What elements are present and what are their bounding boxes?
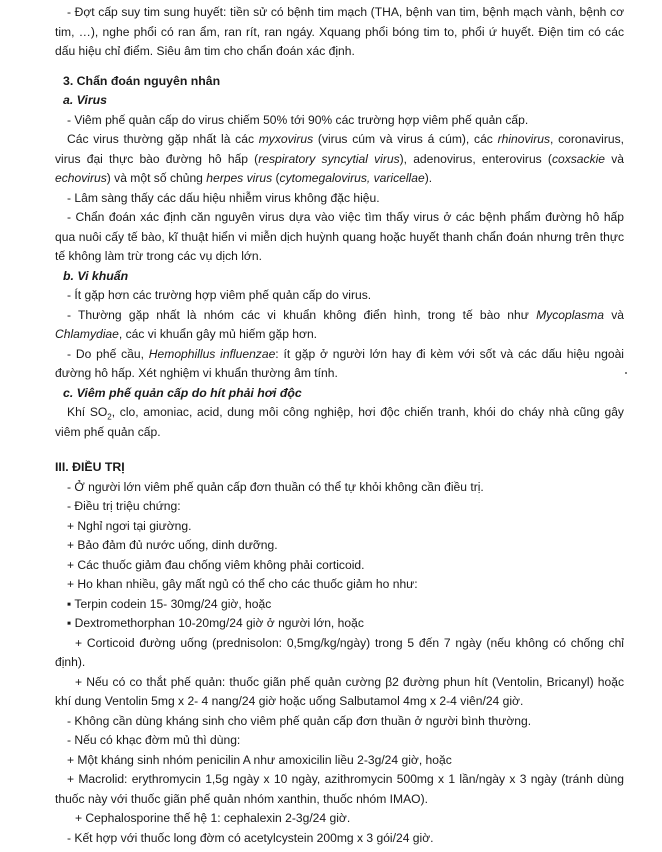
treatment-line-5: + Các thuốc giảm đau chống viêm không phải corticoid. <box>67 557 365 572</box>
treatment-line-10: + Nếu có co thắt phế quản: thuốc giãn phế quản cường β2 đường phun hít (Ventolin, Bricanyl) hoặc khí dung Ventolin 5mg x 2- 4 nang/24 giờ hoặc uống Salbutamol 4mg x 2-4 viên/24 giờ. <box>55 674 624 708</box>
heading-treatment: III. ĐIỀU TRỊ <box>55 460 125 474</box>
paragraph-heart-failure: - Đợt cấp suy tim sung huyết: tiền sử có bệnh tim mạch (THA, bệnh van tim, bệnh mạch vành, bệnh cơ tim, …), nghe phổi có ran ẩm, ran rít, ran ngáy. Xquang phổi bóng tim to, phổi ứ huyết. Điện tim có các dấu hiệu chỉ điểm. Siêu âm tim cho chẩn đoán xác định. <box>55 5 624 58</box>
treatment-line-11: - Không cần dùng kháng sinh cho viêm phế quản cấp đơn thuần ở người bình thường. <box>67 713 532 728</box>
paragraph-virus-1: - Viêm phế quản cấp do virus chiếm 50% tới 90% các trường hợp viêm phế quản cấp. <box>67 112 529 127</box>
treatment-line-8: ▪ Dextromethorphan 10-20mg/24 giờ ở người lớn, hoặc <box>67 616 364 630</box>
paragraph-bacteria-3: - Do phế cầu, Hemophillus influenzae: ít gặp ở người lớn hay đi kèm với sốt và các dấu hiệu ngoài đường hô hấp. Xét nghiệm vi khuẩn thường âm tính. <box>55 346 624 380</box>
treatment-line-15: + Cephalosporine thế hệ 1: cephalexin 2-3g/24 giờ. <box>75 811 351 825</box>
paragraph-bacteria-2: - Thường gặp nhất là nhóm các vi khuẩn không điển hình, trong tế bào như Mycoplasma và Chlamydiae, các vi khuẩn gây mủ hiếm gặp hơn. <box>55 307 624 341</box>
treatment-line-2: - Điều trị triệu chứng: <box>67 499 181 513</box>
treatment-line-12: - Nếu có khạc đờm mủ thì dùng: <box>67 733 241 747</box>
treatment-line-4: + Bảo đảm đủ nước uống, dinh dưỡng. <box>67 538 278 552</box>
scan-speck <box>625 372 627 374</box>
paragraph-virus-3: - Lâm sàng thấy các dấu hiệu nhiễm virus không đặc hiệu. <box>67 190 380 205</box>
heading-bacteria: b. Vi khuẩn <box>63 268 129 283</box>
paragraph-toxic: Khí $SO_2$, clo, amoniac, acid, dung môi công nghiệp, hơi độc chiến tranh, khói do cháy nhà cũng gây viêm phế quản cấp. <box>55 405 624 439</box>
treatment-line-7: ▪ Terpin codein 15- 30mg/24 giờ, hoặc <box>67 596 272 611</box>
treatment-line-9: + Corticoid đường uống (prednisolon: 0,5mg/kg/ngày) trong 5 đến 7 ngày (nếu không có chống chỉ định). <box>55 635 624 669</box>
treatment-line-1: - Ở người lớn viêm phế quản cấp đơn thuần có thể tự khỏi không cần điều trị. <box>67 479 484 494</box>
treatment-line-14: + Macrolid: erythromycin 1,5g ngày x 10 ngày, azithromycin 500mg x 1 lần/ngày x 3 ngày (tránh dùng thuốc này với thuốc giãn phế quản nhóm xanthin, thuốc nhóm IMAO). <box>55 772 624 806</box>
treatment-line-3: + Nghỉ ngơi tại giường. <box>67 518 192 533</box>
paragraph-bacteria-1: - Ít gặp hơn các trường hợp viêm phế quản cấp do virus. <box>67 288 372 302</box>
treatment-line-6: + Ho khan nhiều, gây mất ngủ có thể cho các thuốc giảm ho như: <box>67 577 418 591</box>
heading-virus: a. Virus <box>63 93 107 107</box>
paragraph-virus-4: - Chẩn đoán xác định căn nguyên virus dựa vào việc tìm thấy virus ở các bệnh phẩm đường hô hấp qua nuôi cấy tế bào, kĩ thuật hiển vi miễn dịch huỳnh quang hoặc huyết thanh chẩn đoán nhưng trên thực tế không làm trừ trong các vụ dịch lớn. <box>55 210 624 263</box>
heading-cause-diagnosis: 3. Chẩn đoán nguyên nhân <box>63 73 221 88</box>
paragraph-virus-2: Các virus thường gặp nhất là các myxovirus (virus cúm và virus á cúm), các rhinovirus, coronavirus, virus đại thực bào đường hô hấp (respiratory syncytial virus), adenovirus, enterovirus (coxsackie và echovirus) và một số chủng herpes virus (cytomegalovirus, varicellae). <box>55 132 625 185</box>
treatment-line-13: + Một kháng sinh nhóm penicilin A như amoxicilin liều 2-3g/24 giờ, hoặc <box>67 752 452 767</box>
treatment-line-16: - Kết hợp với thuốc long đờm có acetylcystein 200mg x 3 gói/24 giờ. <box>67 830 434 845</box>
heading-toxic-inhalation: c. Viêm phế quản cấp do hít phải hơi độc <box>63 385 302 400</box>
